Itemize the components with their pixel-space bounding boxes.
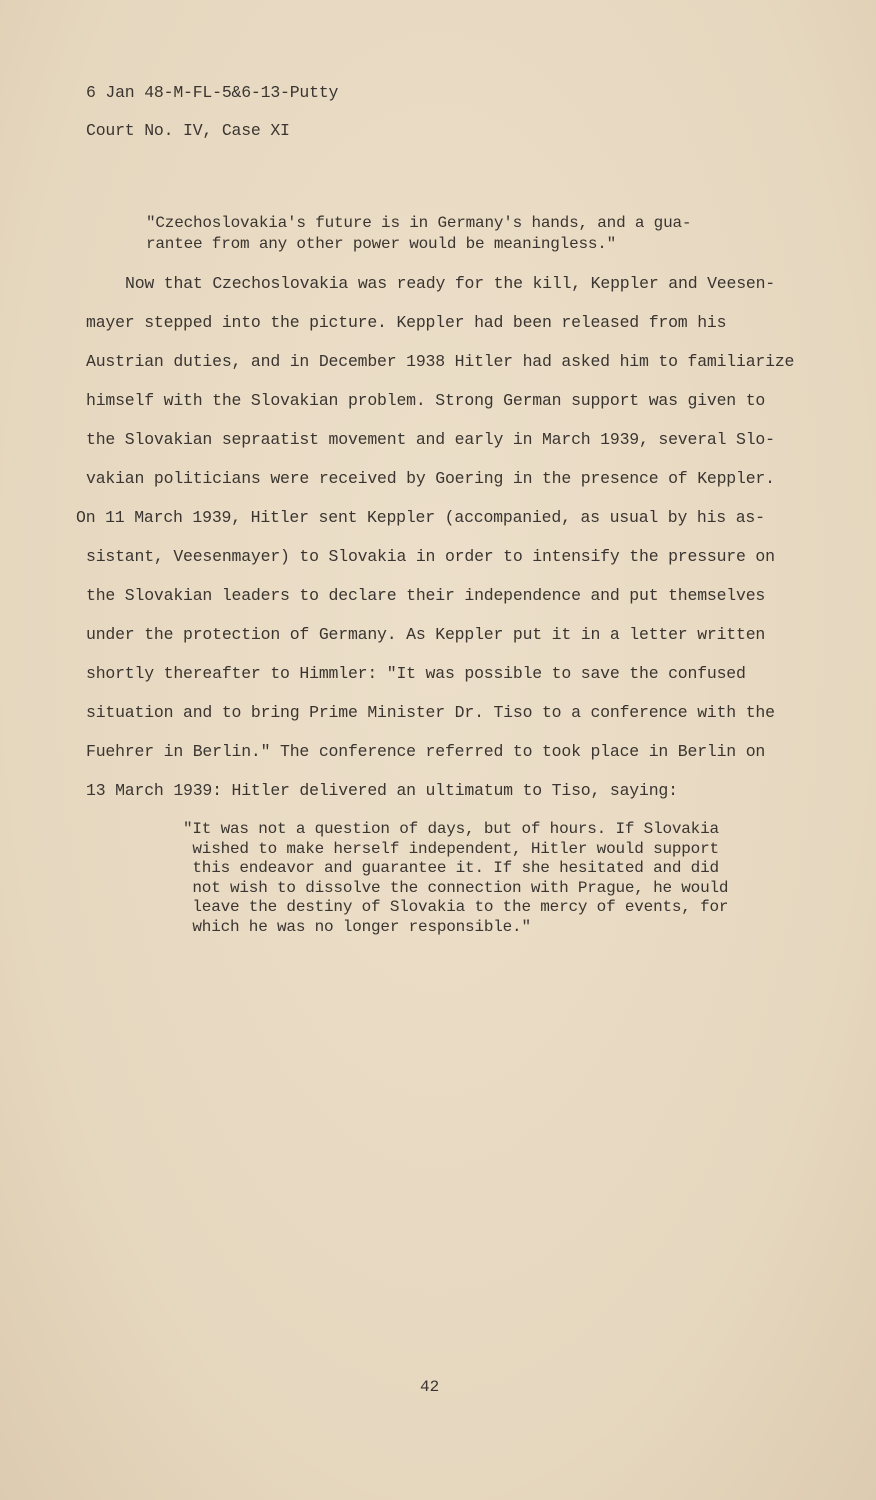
- quote-line: leave the destiny of Slovakia to the mercy of events, for: [183, 898, 729, 917]
- body-line: On 11 March 1939, Hitler sent Keppler (accompanied, as usual by his as-: [76, 508, 765, 527]
- body-line: shortly thereafter to Himmler: "It was possible to save the confused: [86, 664, 746, 683]
- body-line: sistant, Veesenmayer) to Slovakia in order to intensify the pressure on: [86, 547, 775, 566]
- body-line: the Slovakian sepraatist movement and early in March 1939, several Slo-: [86, 430, 775, 449]
- body-line: situation and to bring Prime Minister Dr. Tiso to a conference with the: [86, 703, 775, 722]
- body-line: vakian politicians were received by Goering in the presence of Keppler.: [86, 469, 775, 488]
- quote-line: wished to make herself independent, Hitler would support: [183, 839, 719, 858]
- quote-line: "Czechoslovakia's future is in Germany's hands, and a gua-: [146, 214, 692, 232]
- court-case: Court No. IV, Case XI: [86, 121, 290, 140]
- body-line: under the protection of Germany. As Keppler put it in a letter written: [86, 625, 766, 644]
- body-line: Fuehrer in Berlin." The conference referred to took place in Berlin on: [86, 742, 766, 761]
- quote-line: "It was not a question of days, but of hours. If Slovakia: [183, 820, 719, 838]
- body-line: mayer stepped into the picture. Keppler had been released from his: [86, 313, 727, 332]
- quote-line: rantee from any other power would be meaningless.": [146, 235, 617, 253]
- document-reference: 6 Jan 48-M-FL-5&6-13-Putty: [86, 83, 339, 102]
- quote-line: not wish to dissolve the connection with Prague, he would: [183, 878, 729, 897]
- body-line: the Slovakian leaders to declare their independence and put themselves: [86, 586, 766, 605]
- body-line: Austrian duties, and in December 1938 Hitler had asked him to familiarize: [86, 352, 795, 371]
- body-line: Now that Czechoslovakia was ready for the kill, Keppler and Veesen-: [125, 274, 776, 293]
- quote-line: this endeavor and guarantee it. If she hesitated and did: [183, 859, 719, 878]
- body-line: 13 March 1939: Hitler delivered an ultimatum to Tiso, saying:: [86, 781, 678, 800]
- body-line: himself with the Slovakian problem. Strong German support was given to: [86, 391, 766, 410]
- quote-line: which he was no longer responsible.": [183, 918, 531, 936]
- page-number: 42: [420, 1378, 440, 1396]
